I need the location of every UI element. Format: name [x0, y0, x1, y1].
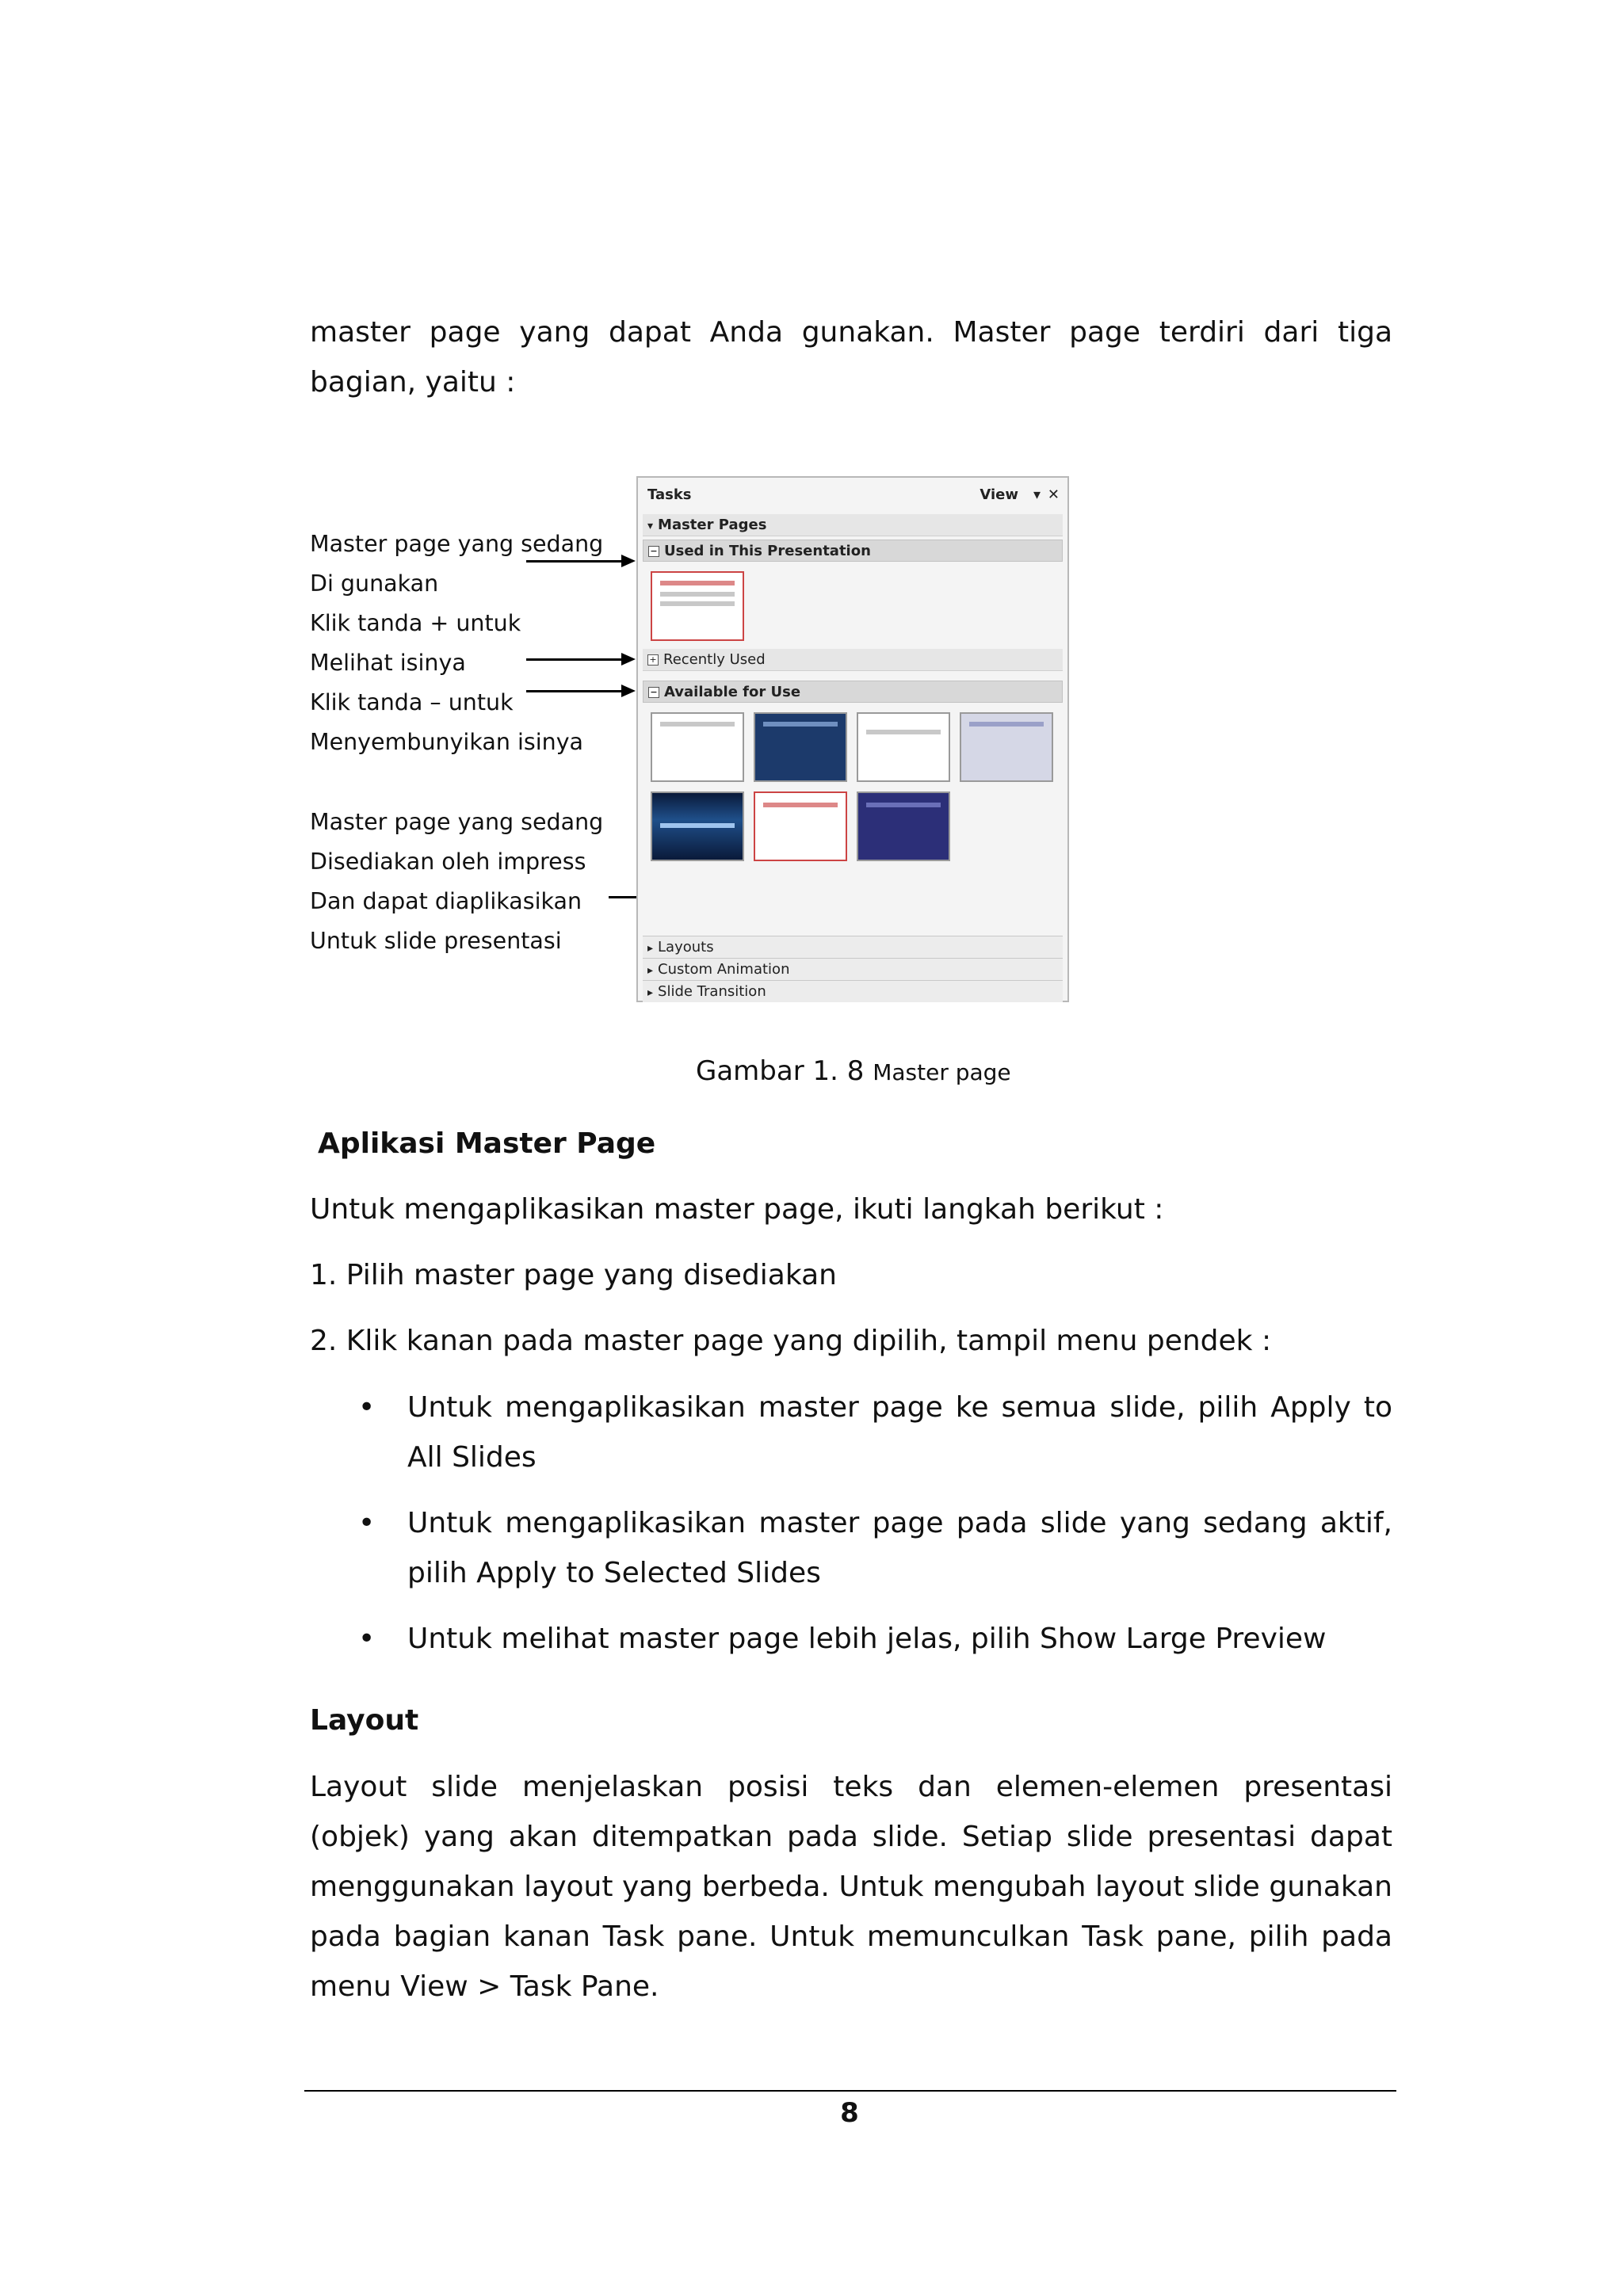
task-pane-screenshot [636, 476, 1069, 1002]
layouts-section[interactable] [643, 936, 1063, 958]
page-number: 8 [840, 2097, 859, 2129]
master-thumbnail[interactable] [754, 712, 847, 782]
bullet-item: Untuk mengaplikasikan master page ke semua slide, pilih Apply to All Slides [407, 1391, 1392, 1474]
arrow-used-icon [526, 560, 623, 563]
master-pages-label: Master Pages [658, 517, 767, 533]
master-pages-section[interactable] [643, 514, 1063, 536]
bullet-icon: • [358, 1507, 376, 1539]
bullet-icon: • [358, 1623, 376, 1655]
task-pane-titlebar [643, 484, 1063, 506]
master-thumbnail[interactable] [651, 791, 744, 861]
used-label: Used in This Presentation [664, 543, 871, 559]
footer-divider [304, 2090, 1396, 2092]
section-heading: Aplikasi Master Page [318, 1127, 656, 1160]
minus-box-icon: − [648, 546, 659, 557]
arrow-recent-icon [526, 658, 623, 661]
layout-paragraph: Layout slide menjelaskan posisi teks dan elemen-elemen presentasi (objek) yang akan ditempatkan pada slide. Setiap slide presentasi dapat menggunakan layout yang berbeda. Untuk mengubah layout slide gunakan pada bagian kanan Task pane. Untuk memunculkan Task pane, pilih pada menu View > Task Pane. [310, 1771, 1392, 2003]
label-line: Untuk slide presentasi [310, 928, 562, 954]
bullet-item: Untuk melihat master page lebih jelas, pilih Show Large Preview [407, 1623, 1327, 1655]
intro-paragraph: master page yang dapat Anda gunakan. Master page terdiri dari tiga bagian, yaitu : [310, 316, 1392, 399]
custom-animation-label: Custom Animation [658, 961, 790, 978]
caption-sub: Master page [873, 1059, 1011, 1085]
used-section-header[interactable] [643, 540, 1063, 562]
recent-section-header[interactable] [643, 649, 1063, 671]
slide-transition-label: Slide Transition [658, 983, 766, 1000]
label-line: Master page yang sedang [310, 809, 604, 835]
view-menu[interactable]: View [980, 486, 1018, 503]
minus-box-icon: − [648, 687, 659, 698]
label-line: Menyembunyikan isinya [310, 729, 584, 755]
layouts-label: Layouts [658, 939, 714, 955]
master-thumbnail[interactable] [651, 712, 744, 782]
bullet-item: Untuk mengaplikasikan master page pada slide yang sedang aktif, pilih Apply to Selected Slides [407, 1507, 1392, 1589]
step-2: 2. Klik kanan pada master page yang dipilih, tampil menu pendek : [310, 1325, 1272, 1357]
section-heading: Layout [310, 1704, 419, 1737]
collapse-triangle-icon: ▾ [647, 520, 654, 532]
view-dropdown-icon[interactable]: ▾ [1033, 486, 1041, 503]
label-line: Master page yang sedang [310, 531, 604, 557]
master-thumbnail[interactable] [960, 712, 1053, 782]
figure-caption [696, 1051, 1011, 1093]
label-line: Melihat isinya [310, 650, 466, 676]
available-label: Available for Use [664, 684, 801, 700]
section-intro: Untuk mengaplikasikan master page, ikuti langkah berikut : [310, 1193, 1164, 1226]
arrow-available-icon [526, 690, 623, 692]
bullet-icon: • [358, 1391, 376, 1424]
label-line: Di gunakan [310, 570, 439, 597]
label-line: Klik tanda – untuk [310, 689, 514, 715]
label-line: Disediakan oleh impress [310, 849, 586, 875]
master-thumbnail[interactable] [857, 791, 950, 861]
custom-animation-section[interactable] [643, 958, 1063, 980]
master-thumbnail[interactable] [754, 791, 847, 861]
close-icon[interactable]: ✕ [1047, 486, 1060, 503]
expand-triangle-icon: ▸ [647, 986, 654, 999]
step-1: 1. Pilih master page yang disediakan [310, 1259, 837, 1291]
plus-box-icon: + [647, 654, 659, 666]
master-thumbnail-used[interactable] [651, 571, 744, 641]
expand-triangle-icon: ▸ [647, 942, 654, 955]
recent-label: Recently Used [663, 651, 766, 668]
master-thumbnail[interactable] [857, 712, 950, 782]
label-line: Klik tanda + untuk [310, 610, 521, 636]
expand-triangle-icon: ▸ [647, 964, 654, 977]
label-line: Dan dapat diaplikasikan [310, 888, 582, 914]
available-section-header[interactable] [643, 681, 1063, 703]
caption-main: Gambar 1. 8 [696, 1055, 865, 1087]
task-pane-title: Tasks [647, 486, 692, 503]
slide-transition-section[interactable] [643, 980, 1063, 1002]
